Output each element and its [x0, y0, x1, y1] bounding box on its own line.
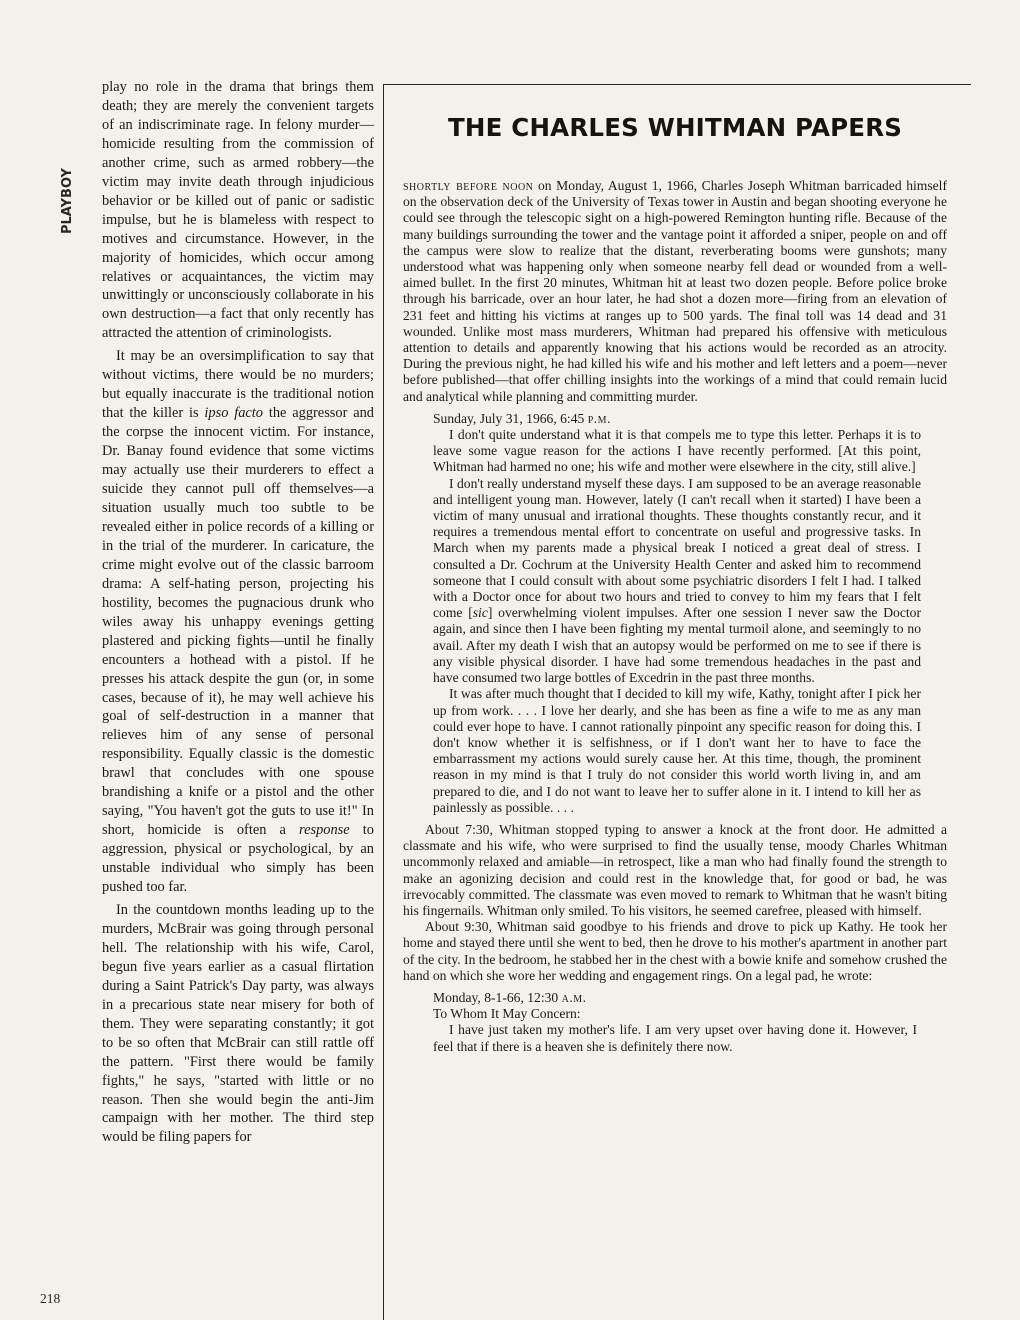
italic-term: ipso facto	[204, 405, 264, 422]
left-paragraph-3: In the countdown months leading up to the murders, McBrair was going through personal hell. The relationship with his wife, Carol, begun five years earlier as a casual flirtation during a Saint Patrick's Day party, was always in a precarious state near misery for both of them. They were separating constantly; it got to be so often that McBrair can still rattle off the pattern. "First there would be family fights," he says, "started with little or no reason. Then she would begin the anti-Jim campaign with her mother. The third step would be filing papers for	[102, 901, 374, 1146]
letter-1-paragraph-1: I don't quite understand what it is that compels me to type this letter. Perhaps it is to leave some vague reason for the actions I have recently performed. [At this point, Whitman had harmed no one; his wife and mother were elsewhere in the city, still alive.]	[433, 427, 921, 475]
letter-1-dateline: Sunday, July 31, 1966, 6:45 p.m.	[433, 410, 611, 426]
narrative-paragraph-2: About 9:30, Whitman said goodbye to his friends and drove to pick up Kathy. He took her home and stayed there until she went to bed, then he drove to his mother's apartment in another part of the city. In the bedroom, he stabbed her in the chest with a bowie knife and somehow crushed the hand on which she wore her wedding and engagement rings. On a legal pad, he wrote:	[403, 919, 947, 983]
intro-lead: shortly before noon	[403, 178, 534, 193]
letter-2-paragraph-1: I have just taken my mother's life. I am very upset over having done it. However, I feel that if there is a heaven she is definitely there now.	[433, 1022, 917, 1054]
letter-1-paragraph-3: It was after much thought that I decided to kill my wife, Kathy, tonight after I pick her up from work. . . . I love her dearly, and she has been as fine a wife to me as any man could ever hope to have. I cannot rationally pinpoint any specific reason for doing this. I don't know whether it is selfishness, or if I don't want her to have to face the embarrassment my actions would surely cause her. At this time, though, the prominent reason in my mind is that I truly do not consider this world worth living in, and am prepared to die, and I do not want to leave her to suffer alone in it. I intend to kill her as painlessly as possible. . . .	[433, 686, 921, 815]
left-column-article	[102, 78, 374, 1310]
letter-1	[403, 411, 947, 816]
letter-2-salutation: To Whom It May Concern:	[433, 1006, 581, 1022]
page-number: 218	[40, 1291, 61, 1306]
letter-2-dateline: Monday, 8-1-66, 12:30 a.m.	[433, 989, 587, 1005]
left-paragraph-2: It may be an oversimplification to say that without victims, there would be no murders; but equally inaccurate is the traditional notion that the killer is ipso facto the aggressor and the corpse the innocent victim. For instance, Dr. Banay found evidence that some victims may actually use their murderers to effect a suicide they cannot pull off themselves—a situation usually much too subtle to be revealed either in police records of a killing or in the trial of the murderer. In caricature, the crime might evolve out of the classic barroom drama: A self-hating person, projecting his hostility, becomes the pugnacious drunk who wiles away his unhappy evenings getting plastered and picking fights—until he finally encounters a hothead with a pistol. If he presses his attack despite the gun (or, in some cases, because of it), he may well achieve his goal of self-destruction in a manner that relieves him of any sense of personal responsibility. Equally classic is the domestic brawl that concludes with one spouse brandishing a knife or a pistol and the other saying, "You haven't got the guts to use it!" In short, homicide is often a response to aggression, physical or psychological, by an unstable individual who simply has been pushed too far.	[102, 348, 374, 896]
sidebar-title: THE CHARLES WHITMAN PAPERS	[448, 113, 903, 142]
letter-1-paragraph-2: I don't really understand myself these days. I am supposed to be an average reasonable and intelligent young man. However, lately (I can't recall when it started) I have been a victim of many unusual and irrational thoughts. These thoughts constantly recur, and it requires a tremendous mental effort to concentrate on useful and progressive tasks. In March when my parents made a physical break I noticed a great deal of stress. I consulted a Dr. Cochrum at the University Health Center and asked him to recommend someone that I could consult with about some psychiatric disorders I felt I had. I talked with a Doctor once for about two hours and tried to convey to him my fears that I felt come [sic] overwhelming violent impulses. After one session I never saw the Doctor again, and since then I have been fighting my mental turmoil alone, and seemingly to no avail. After my death I wish that an autopsy would be performed on me to see if there is any visible physical disorder. I have had some tremendous headaches in the past and have consumed two large bottles of Excedrin in the past three months.	[433, 475, 921, 686]
italic-term: response	[299, 822, 350, 839]
sidebar-body	[403, 178, 947, 1313]
sidebar-intro: shortly before noon on Monday, August 1, 1966, Charles Joseph Whitman barricaded himself on the observation deck of the University of Texas tower in Austin and began shooting everyone he could see through the telescopic sight on a high-powered Remington hunting rifle. Because of the many buildings surrounding the tower and the vantage point it afforded a sniper, people on and off the campus were slow to realize that the distant, reverberating booms were gunshots; many understood what was happening only when someone nearby fell dead or wounded from a well-aimed bullet. In the first 20 minutes, Whitman hit at least two dozen people. Before police broke through his barricade, over an hour later, he had shot a dozen more—firing from an elevation of 231 feet and hitting his victims at ranges up to 500 yards. The final toll was 14 dead and 31 wounded. Unlike most mass murderers, Whitman had prepared his offensive with meticulous attention to details and apparently knowing that his actions would be recorded as an atrocity. During the previous night, he had killed his wife and his mother and left letters and a poem—never before published—that offer chilling insights into the workings of a mind that could remain lucid and analytical while planning and committing murder.	[403, 178, 947, 404]
letter-2	[403, 990, 947, 1055]
running-head: PLAYBOY	[60, 168, 75, 234]
left-paragraph-1: play no role in the drama that brings them death; they are merely the convenient targets of an indiscriminate rage. In felony murder—homicide resulting from the commission of another crime, such as armed robbery—the victim may invite death through injudicious behavior or be killed out of panic or sadistic impulse, but he is blameless with respect to motives and circumstance. However, in the majority of homicides, which occur among relatives or acquaintances, the victim may unwittingly or unconsciously collaborate in his own destruction—a fact that only recently has attracted the attention of criminologists.	[102, 79, 374, 342]
narrative-paragraph-1: About 7:30, Whitman stopped typing to answer a knock at the front door. He admitted a classmate and his wife, who were surprised to find the usually tense, moody Charles Whitman uncommonly relaxed and amiable—in retrospect, like a man who had finally found the strength to make an agonizing decision and could rest in the knowledge that, for good or bad, he was irrevocably committed. The classmate was even moved to remark to Whitman that he wasn't biting his fingernails. Whitman only smiled. To his visitors, he seemed carefree, pleased with himself.	[403, 821, 947, 918]
